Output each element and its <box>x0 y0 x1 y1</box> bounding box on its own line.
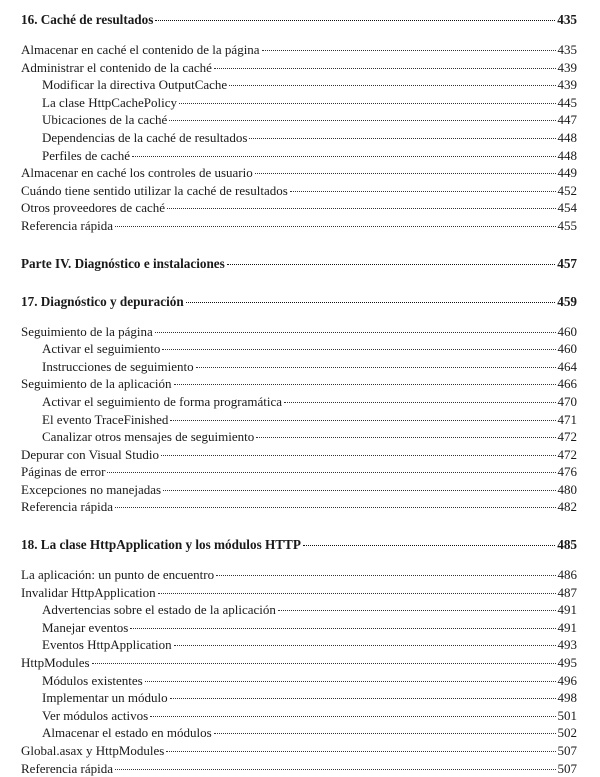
section-spacer <box>21 311 577 323</box>
page-number: 493 <box>557 637 577 653</box>
section-spacer <box>21 554 577 566</box>
toc-subentry <box>21 358 577 376</box>
dot-leader <box>284 402 555 403</box>
dot-leader <box>170 698 556 699</box>
page-number: 439 <box>557 77 577 93</box>
toc-entry <box>21 323 577 341</box>
section-heading <box>21 292 577 311</box>
toc-subentry <box>21 636 577 654</box>
toc-section-part4 <box>21 254 577 273</box>
page-number: 466 <box>557 376 577 392</box>
toc-entry <box>21 217 577 235</box>
toc-entry-title: Almacenar en caché los controles de usuario <box>21 165 253 181</box>
dot-leader <box>196 367 556 368</box>
dot-leader <box>162 349 555 350</box>
toc-subentry <box>21 601 577 619</box>
page-number: 476 <box>557 464 577 480</box>
page-number: 464 <box>557 358 577 374</box>
dot-leader <box>174 384 556 385</box>
toc-entry-title: Almacenar en caché el contenido de la página <box>21 42 260 57</box>
section-spacer <box>21 516 577 535</box>
section-spacer <box>21 273 577 292</box>
dot-leader <box>115 769 555 770</box>
page-number: 502 <box>557 725 577 741</box>
dot-leader <box>163 490 555 491</box>
page-number: 471 <box>557 411 577 427</box>
toc-entry-title: Modificar la directiva OutputCache <box>42 77 228 93</box>
dot-leader <box>150 716 555 717</box>
toc-entry-title: Canalizar otros mensajes de seguimiento <box>42 429 255 445</box>
dot-leader <box>158 593 556 594</box>
toc-entry-title: Seguimiento de la aplicación <box>21 376 172 392</box>
toc-entry <box>21 742 577 760</box>
toc-entry-title: El evento TraceFinished <box>42 411 169 427</box>
page-number: 460 <box>557 323 577 339</box>
dot-leader <box>229 85 555 86</box>
dot-leader <box>155 332 556 333</box>
toc-subentry <box>21 129 577 147</box>
toc-entry <box>21 59 577 77</box>
page-number: 457 <box>557 255 577 271</box>
section-spacer <box>21 29 577 41</box>
toc-subentry <box>21 340 577 358</box>
toc-entry <box>21 584 577 602</box>
toc-entry-title: Ver módulos activos <box>42 707 149 723</box>
toc-subentry <box>21 411 577 429</box>
page-number: 495 <box>557 655 577 671</box>
page-number: 435 <box>557 12 577 27</box>
dot-leader <box>262 50 556 51</box>
toc-entry-title: Manejar eventos <box>42 619 129 635</box>
toc-entry-title: Activar el seguimiento <box>42 341 161 357</box>
toc-entry-title: La aplicación: un punto de encuentro <box>21 567 215 583</box>
toc-section-ch18 <box>21 535 577 777</box>
page-number: 447 <box>557 112 577 128</box>
toc-entry <box>21 654 577 672</box>
toc-entry-title: Advertencias sobre el estado de la aplicación <box>42 602 276 618</box>
dot-leader <box>107 472 555 473</box>
toc-entry-title: Referencia rápida <box>21 499 114 515</box>
dot-leader <box>249 138 555 139</box>
toc-entry-title: HttpModules <box>21 655 90 671</box>
dot-leader <box>214 733 556 734</box>
dot-leader <box>256 437 555 438</box>
dot-leader <box>303 545 555 546</box>
section-heading-title: 18. La clase HttpApplication y los módulos HTTP <box>21 537 301 553</box>
toc-subentry <box>21 147 577 165</box>
page-number: 507 <box>557 743 577 758</box>
toc-subentry <box>21 724 577 742</box>
dot-leader <box>167 208 555 209</box>
dot-leader <box>216 575 555 576</box>
toc-entry-title: Excepciones no manejadas <box>21 481 162 497</box>
toc-entry-title: Ubicaciones de la caché <box>42 112 168 128</box>
toc-subentry <box>21 111 577 129</box>
toc-entry-title: Global.asax y HttpModules <box>21 743 165 758</box>
toc-entry <box>21 199 577 217</box>
page-number: 435 <box>557 42 577 57</box>
toc-entry-title: Referencia rápida <box>21 760 114 776</box>
dot-leader <box>166 751 555 752</box>
toc-entry <box>21 375 577 393</box>
toc-entry-title: Implementar un módulo <box>42 690 168 706</box>
page-number: 460 <box>557 341 577 357</box>
section-heading <box>21 254 577 273</box>
dot-leader <box>179 103 555 104</box>
toc-entry-title: Instrucciones de seguimiento <box>42 358 194 374</box>
toc-entry-title: Dependencias de la caché de resultados <box>42 129 248 145</box>
toc-subentry <box>21 428 577 446</box>
dot-leader <box>227 264 555 265</box>
dot-leader <box>169 120 555 121</box>
toc-entry-title: Referencia rápida <box>21 217 114 233</box>
page-number: 485 <box>557 537 577 553</box>
page-number: 472 <box>557 429 577 445</box>
page-number: 445 <box>557 94 577 110</box>
page-number: 498 <box>557 690 577 706</box>
toc-entry-title: Otros proveedores de caché <box>21 200 166 216</box>
dot-leader <box>278 610 556 611</box>
dot-leader <box>186 302 556 303</box>
toc-entry-title: Seguimiento de la página <box>21 323 153 339</box>
dot-leader <box>115 507 555 508</box>
toc-entry-title: Invalidar HttpApplication <box>21 584 156 600</box>
toc-entry-title: Depurar con Visual Studio <box>21 446 159 462</box>
dot-leader <box>92 663 556 664</box>
toc-subentry <box>21 619 577 637</box>
page-number: 482 <box>557 499 577 515</box>
toc-entry-title: La clase HttpCachePolicy <box>42 94 178 110</box>
page-number: 472 <box>557 446 577 462</box>
toc-entry-title: Activar el seguimiento de forma programática <box>42 393 283 409</box>
toc-subentry <box>21 689 577 707</box>
dot-leader <box>130 628 555 629</box>
page-number: 507 <box>557 760 577 776</box>
toc-entry <box>21 41 577 59</box>
toc-entry <box>21 566 577 584</box>
page-number: 448 <box>557 147 577 163</box>
dot-leader <box>255 173 556 174</box>
dot-leader <box>214 68 556 69</box>
dot-leader <box>170 420 555 421</box>
section-heading <box>21 10 577 29</box>
page-number: 487 <box>557 584 577 600</box>
toc-entry-title: Administrar el contenido de la caché <box>21 59 212 75</box>
page-number: 452 <box>557 182 577 198</box>
section-spacer <box>21 235 577 254</box>
page-number: 491 <box>557 602 577 618</box>
toc-entry-title: Perfiles de caché <box>42 147 131 163</box>
toc-entry <box>21 182 577 200</box>
toc-subentry <box>21 76 577 94</box>
toc-subentry <box>21 393 577 411</box>
toc-entry-title: Módulos existentes <box>42 672 143 688</box>
dot-leader <box>174 645 556 646</box>
toc-entry <box>21 446 577 464</box>
toc-entry <box>21 481 577 499</box>
page-number: 501 <box>557 707 577 723</box>
dot-leader <box>290 191 556 192</box>
page-number: 448 <box>557 129 577 145</box>
toc-entry-title: Cuándo tiene sentido utilizar la caché de resultados <box>21 182 288 198</box>
page-number: 470 <box>557 393 577 409</box>
toc-entry <box>21 498 577 516</box>
toc-entry-title: Eventos HttpApplication <box>42 637 172 653</box>
page-number: 439 <box>557 59 577 75</box>
toc-subentry <box>21 672 577 690</box>
page-number: 491 <box>557 619 577 635</box>
page-number: 480 <box>557 481 577 497</box>
toc-section-ch16 <box>21 10 577 235</box>
page-number: 454 <box>557 200 577 216</box>
dot-leader <box>115 226 555 227</box>
section-heading-title: Parte IV. Diagnóstico e instalaciones <box>21 255 225 271</box>
page-number: 455 <box>557 217 577 233</box>
toc-section-ch17 <box>21 292 577 517</box>
page-number: 496 <box>557 672 577 688</box>
section-heading-title: 16. Caché de resultados <box>21 12 154 27</box>
toc-entry-title: Páginas de error <box>21 464 106 480</box>
toc-entry <box>21 760 577 777</box>
toc-subentry <box>21 94 577 112</box>
section-heading <box>21 535 577 554</box>
page-number: 459 <box>557 293 577 309</box>
table-of-contents <box>21 10 577 777</box>
dot-leader <box>155 20 555 21</box>
toc-entry <box>21 164 577 182</box>
dot-leader <box>132 156 555 157</box>
page-number: 449 <box>557 165 577 181</box>
toc-entry <box>21 463 577 481</box>
dot-leader <box>161 455 556 456</box>
toc-entry-title: Almacenar el estado en módulos <box>42 725 212 741</box>
section-heading-title: 17. Diagnóstico y depuración <box>21 293 184 309</box>
dot-leader <box>145 681 556 682</box>
toc-subentry <box>21 707 577 725</box>
page-number: 486 <box>557 567 577 583</box>
